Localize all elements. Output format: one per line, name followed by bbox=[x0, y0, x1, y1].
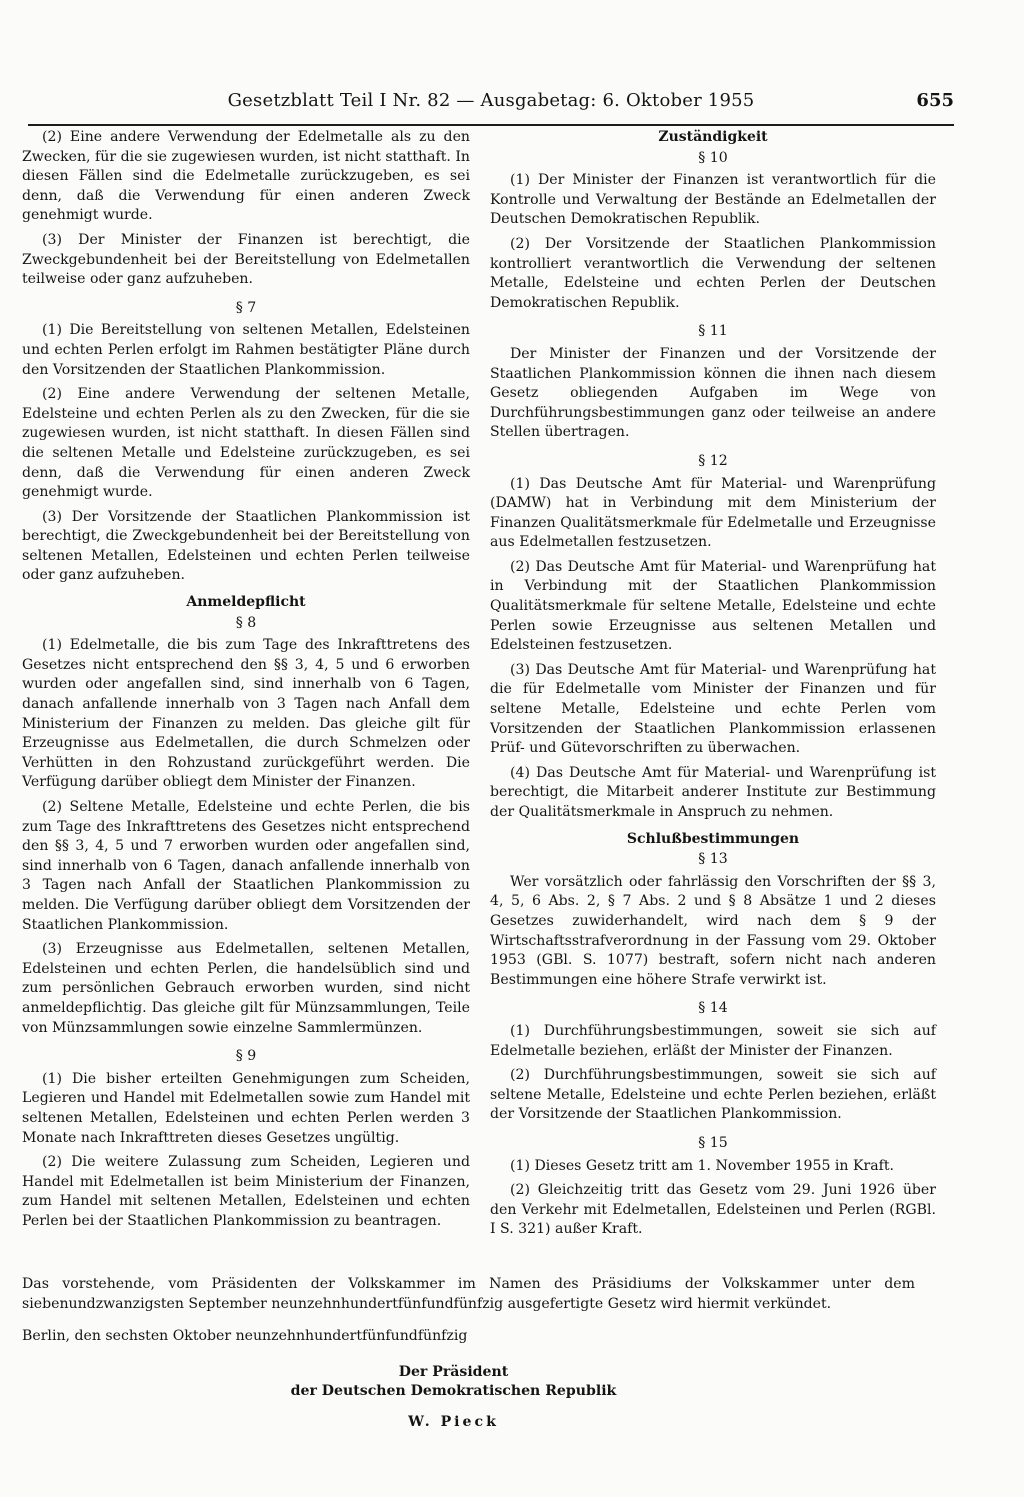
page-number: 655 bbox=[916, 90, 954, 111]
chapter-heading: Anmeldepflicht bbox=[186, 594, 306, 611]
page-header bbox=[28, 88, 954, 126]
section-heading: § 13 bbox=[698, 851, 728, 868]
section-heading: § 14 bbox=[698, 1000, 728, 1017]
signatory-office: der Deutschen Demokratischen Republik bbox=[290, 1383, 617, 1400]
promulgation-text: Das vorstehende, vom Präsidenten der Volkskammer im Namen des Präsidiums der Volkskammer unter dem siebenundzwanzigsten September neunzehnhundertfünfundfünfzig ausgefertigte Gesetz wird hiermit verkündet. bbox=[22, 1276, 915, 1312]
paragraph: (1) Das Deutsche Amt für Material- und Warenprüfung (DAMW) hat in Verbindung mit dem Ministerium der Finanzen Qualitätsmerkmale für Edelmetalle und Erzeugnisse aus Edelmetallen festzusetzen. bbox=[490, 475, 936, 551]
paragraph: (2) Durchführungsbestimmungen, soweit sie sich auf seltene Metalle, Edelsteine und echte Perlen beziehen, erläßt der Vorsitzende der Staatlichen Plankommission. bbox=[490, 1067, 936, 1123]
paragraph: (2) Eine andere Verwendung der seltenen Metalle, Edelsteine und echten Perlen als zu den Zwecken, für die sie zugewiesen wurden, ist nicht statthaft. In diesen Fällen sind die seltenen Metalle und Edelsteine zurückzugeben, es sei denn, daß die Verwendung für einen anderen Zweck genehmigt wurde. bbox=[22, 386, 470, 501]
section-heading: § 10 bbox=[698, 149, 728, 166]
right-column bbox=[490, 128, 936, 1245]
paragraph: (1) Die Bereitstellung von seltenen Metallen, Edelsteinen und echten Perlen erfolgt im Rahmen bestätigter Pläne durch den Vorsitzenden der Staatlichen Plankommission. bbox=[22, 322, 470, 378]
place-date: Berlin, den sechsten Oktober neunzehnhundertfünfundfünfzig bbox=[22, 1328, 468, 1345]
paragraph: (1) Die bisher erteilten Genehmigungen zum Scheiden, Legieren und Handel mit Edelmetallen sowie zum Handel mit seltenen Metallen, Edelsteinen und echten Perlen werden 3 Monate nach Inkrafttreten dieses Gesetzes ungültig. bbox=[22, 1070, 470, 1146]
signatory-title: Der Präsident bbox=[398, 1363, 509, 1380]
section-heading: § 9 bbox=[235, 1048, 257, 1065]
paragraph: (1) Edelmetalle, die bis zum Tage des Inkrafttretens des Gesetzes nicht entsprechend den §§ 3, 4, 5 und 6 erworben wurden oder angefallen sind, sind innerhalb von 6 Tagen, danach anfallende innerhalb von 3 Tagen nach Anfall dem Ministerium der Finanzen zu melden. Das gleiche gilt für Erzeugnisse aus Edelmetallen, die durch Schmelzen oder Verhütten in den Rohzustand zurückgeführt werden. Die Verfügung darüber obliegt dem Minister der Finanzen. bbox=[22, 637, 470, 791]
section-heading: § 7 bbox=[235, 299, 257, 316]
left-column bbox=[22, 128, 470, 1236]
paragraph: (2) Die weitere Zulassung zum Scheiden, Legieren und Handel mit Edelmetallen ist beim Ministerium der Finanzen, zum Handel mit seltenen Metallen, Edelsteinen und echten Perlen bei der Staatlichen Plankommission zu beantragen. bbox=[22, 1154, 470, 1229]
section-heading: § 12 bbox=[698, 452, 728, 469]
paragraph: (2) Der Vorsitzende der Staatlichen Plankommission kontrolliert verantwortlich die Verwendung der seltenen Metalle, Edelsteine und echten Perlen der Deutschen Demokratischen Republik. bbox=[490, 235, 936, 311]
paragraph: (1) Durchführungsbestimmungen, soweit sie sich auf Edelmetalle beziehen, erläßt der Minister der Finanzen. bbox=[490, 1022, 936, 1059]
paragraph: (2) Gleichzeitig tritt das Gesetz vom 29. Juni 1926 über den Verkehr mit Edelmetallen, Edelsteinen und Perlen (RGBl. I S. 321) außer Kraft. bbox=[490, 1182, 936, 1238]
paragraph: (1) Der Minister der Finanzen ist verantwortlich für die Kontrolle und Verwaltung der Bestände an Edelmetallen der Deutschen Demokratischen Republik. bbox=[490, 172, 936, 228]
paragraph: (2) Eine andere Verwendung der Edelmetalle als zu den Zwecken, für die sie zugewiesen wurden, ist nicht statthaft. In diesen Fällen sind die Edelmetalle zurückzugeben, es sei denn, daß die Verwendung für einen anderen Zweck genehmigt wurde. bbox=[22, 129, 470, 224]
section-heading: § 8 bbox=[235, 614, 257, 631]
paragraph: (2) Das Deutsche Amt für Material- und Warenprüfung hat in Verbindung mit der Staatlichen Plankommission Qualitätsmerkmale für seltene Metalle, Edelsteine und echte Perlen sowie Erzeugnisse aus seltenen Metallen und Edelsteinen festzusetzen. bbox=[490, 558, 936, 654]
header-title: Gesetzblatt Teil I Nr. 82 — Ausgabetag: 6. Oktober 1955 bbox=[227, 90, 755, 111]
section-heading: § 15 bbox=[698, 1134, 728, 1151]
paragraph: Wer vorsätzlich oder fahrlässig den Vorschriften der §§ 3, 4, 5, 6 Abs. 2, § 7 Abs. 2 und § 8 Absätze 1 und 2 dieses Gesetzes zuwiderhandelt, wird nach dem § 9 der Wirtschaftsstrafverordnung in der Fassung vom 29. Oktober 1953 (GBl. S. 1077) bestraft, sofern nicht nach anderen Bestimmungen eine höhere Strafe verwirkt ist. bbox=[490, 873, 936, 988]
paragraph: (3) Der Vorsitzende der Staatlichen Plankommission ist berechtigt, die Zweckgebundenheit bei der Bereitstellung von seltenen Metallen, Edelsteinen und echten Perlen teilweise oder ganz aufzuheben. bbox=[22, 508, 470, 584]
section-heading: § 11 bbox=[698, 323, 728, 340]
chapter-heading: Zuständigkeit bbox=[658, 129, 768, 145]
paragraph: (1) Dieses Gesetz tritt am 1. November 1955 in Kraft. bbox=[510, 1157, 895, 1174]
paragraph: (3) Erzeugnisse aus Edelmetallen, seltenen Metallen, Edelsteinen und echten Perlen, die handelsüblich sind und zum persönlichen Gebrauch erworben wurden, sind nicht anmeldepflichtig. Das gleiche gilt für Münzsammlungen, Teile von Münzsammlungen sowie einzelne Sammlermünzen. bbox=[22, 941, 470, 1036]
signatory-name: W. Pieck bbox=[408, 1413, 499, 1430]
chapter-heading: Schlußbestimmungen bbox=[626, 830, 800, 847]
paragraph: Der Minister der Finanzen und der Vorsitzende der Staatlichen Plankommission können die ihnen nach diesem Gesetz obliegenden Aufgaben im Wege von Durchführungsbestimmungen ganz oder teilweise an andere Stellen übertragen. bbox=[490, 345, 936, 441]
paragraph: (2) Seltene Metalle, Edelsteine und echte Perlen, die bis zum Tage des Inkrafttretens des Gesetzes nicht entsprechend den §§ 3, 4, 5 und 7 erworben wurden oder angefallen sind, sind innerhalb von 6 Tagen, danach anfallende innerhalb von 3 Tagen nach Anfall der Staatlichen Plankommission zu melden. Die Verfügung darüber obliegt dem Vorsitzenden der Staatlichen Plankommission. bbox=[22, 799, 470, 933]
paragraph: (3) Der Minister der Finanzen ist berechtigt, die Zweckgebundenheit bei der Bereitstellung von Edelmetallen teilweise oder ganz aufzuheben. bbox=[22, 231, 470, 288]
promulgation-block bbox=[22, 1275, 915, 1433]
paragraph: (3) Das Deutsche Amt für Material- und Warenprüfung hat die für Edelmetalle vom Minister der Finanzen und für seltene Metalle, Edelsteine und echte Perlen vom Vorsitzenden der Staatlichen Plankommission erlassenen Prüf- und Gütevorschriften zu überwachen. bbox=[490, 661, 936, 757]
paragraph: (4) Das Deutsche Amt für Material- und Warenprüfung ist berechtigt, die Mitarbeit anderer Institute zur Bestimmung der Qualitätsmerkmale in Anspruch zu nehmen. bbox=[490, 764, 936, 820]
